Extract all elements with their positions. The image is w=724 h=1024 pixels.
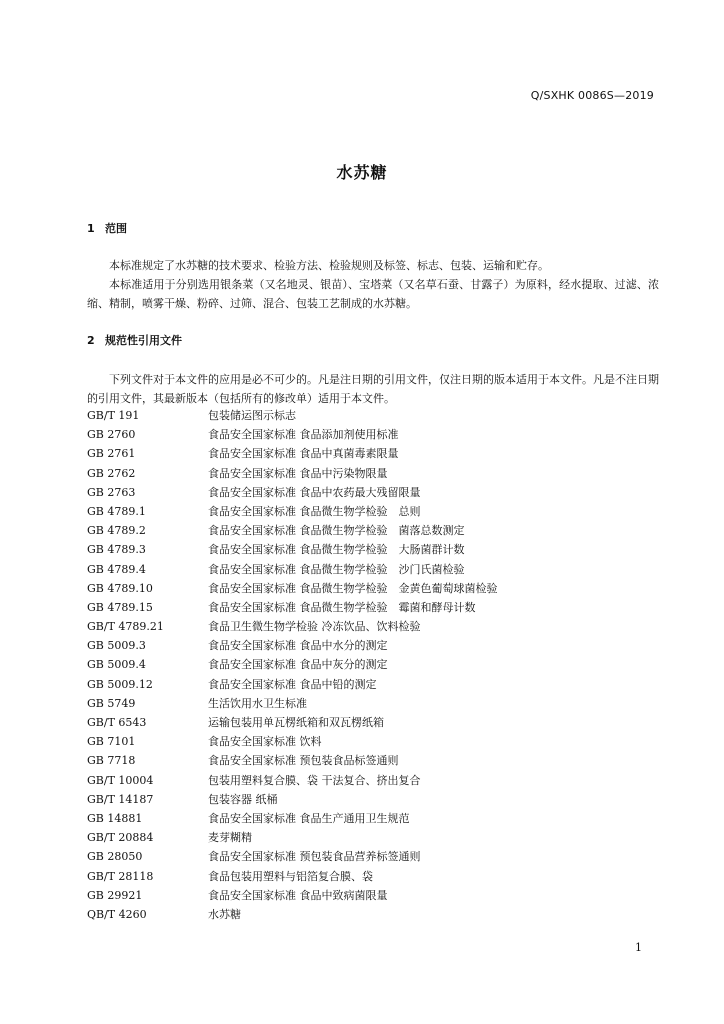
reference-row	[87, 732, 659, 751]
section-title: 范围	[105, 222, 127, 235]
reference-row	[87, 905, 659, 924]
reference-row	[87, 617, 659, 636]
reference-title: 食品安全国家标准 食品中致病菌限量	[208, 888, 388, 902]
reference-row	[87, 502, 659, 521]
reference-title: 食品安全国家标准 预包装食品营养标签通则	[208, 850, 421, 864]
reference-row	[87, 694, 659, 713]
reference-code: GB/T 4789.21	[87, 620, 164, 634]
page-number: 1	[635, 941, 642, 954]
reference-row	[87, 771, 659, 790]
reference-title: 食品安全国家标准 食品微生物学检验 沙门氏菌检验	[208, 562, 465, 576]
reference-row	[87, 598, 659, 617]
reference-row	[87, 406, 659, 425]
reference-row	[87, 713, 659, 732]
section-heading-normative-references	[87, 332, 182, 348]
reference-code: GB 4789.2	[87, 524, 146, 538]
section-number: 2	[87, 334, 95, 347]
reference-code: GB/T 14187	[87, 792, 154, 806]
reference-code: GB 5749	[87, 696, 136, 710]
normative-references-intro	[87, 370, 659, 408]
reference-title: 食品安全国家标准 食品中污染物限量	[208, 466, 388, 480]
reference-code: GB 4789.10	[87, 581, 153, 595]
reference-code: GB 4789.1	[87, 504, 146, 518]
reference-title: 食品安全国家标准 食品微生物学检验 大肠菌群计数	[208, 543, 465, 557]
reference-code: GB 2760	[87, 428, 136, 442]
standard-code: Q/SXHK 0086S—2019	[530, 89, 654, 102]
reference-code: GB 2761	[87, 447, 136, 461]
reference-row	[87, 809, 659, 828]
reference-title: 食品安全国家标准 食品微生物学检验 金黄色葡萄球菌检验	[208, 581, 498, 595]
reference-code: GB 2762	[87, 466, 136, 480]
reference-row	[87, 828, 659, 847]
reference-title: 食品安全国家标准 食品中水分的测定	[208, 639, 388, 653]
reference-code: GB/T 6543	[87, 716, 147, 729]
reference-code: GB/T 28118	[87, 869, 154, 883]
document-title: 水苏糖	[336, 163, 388, 182]
reference-code: GB 5009.12	[87, 677, 153, 691]
reference-title: 食品安全国家标准 预包装食品标签通则	[208, 754, 399, 768]
reference-row	[87, 560, 659, 579]
reference-code: GB 4789.3	[87, 543, 146, 557]
section-heading-scope	[87, 220, 127, 236]
reference-title: 运输包装用单瓦楞纸箱和双瓦楞纸箱	[208, 716, 384, 729]
paragraph: 下列文件对于本文件的应用是必不可少的。凡是注日期的引用文件，仅注日期的版本适用于本文件。凡是不注日期的引用文件，其最新版本（包括所有的修改单）适用于本文件。	[87, 373, 659, 405]
reference-code: GB 28050	[87, 850, 143, 864]
reference-row	[87, 483, 659, 502]
reference-row	[87, 540, 659, 559]
reference-row	[87, 444, 659, 463]
reference-title: 包装容器 纸桶	[208, 792, 278, 806]
reference-title: 食品安全国家标准 食品生产通用卫生规范	[208, 811, 410, 825]
reference-code: GB/T 191	[87, 409, 140, 422]
reference-title: 食品安全国家标准 食品中灰分的测定	[208, 658, 388, 672]
reference-title: 食品安全国家标准 食品微生物学检验 霉菌和酵母计数	[208, 600, 476, 614]
reference-row	[87, 790, 659, 809]
reference-code: GB/T 20884	[87, 831, 154, 845]
paragraph: 本标准规定了水苏糖的技术要求、检验方法、检验规则及标签、标志、包装、运输和贮存。	[109, 259, 549, 272]
reference-title: 水苏糖	[208, 907, 241, 921]
reference-title: 食品安全国家标准 食品微生物学检验 菌落总数测定	[208, 524, 465, 538]
reference-row	[87, 636, 659, 655]
reference-row	[87, 751, 659, 770]
section-number: 1	[87, 222, 95, 235]
reference-code: GB 7101	[87, 735, 136, 749]
reference-row	[87, 675, 659, 694]
reference-code: GB 4789.15	[87, 600, 153, 614]
reference-row	[87, 579, 659, 598]
reference-title: 食品安全国家标准 食品中真菌毒素限量	[208, 447, 399, 461]
reference-title: 食品安全国家标准 食品中铅的测定	[208, 677, 377, 691]
reference-title: 包装用塑料复合膜、袋 干法复合、挤出复合	[208, 773, 421, 787]
reference-code: GB 2763	[87, 485, 136, 499]
reference-title: 食品卫生微生物学检验 冷冻饮品、饮料检验	[208, 620, 421, 634]
reference-code: GB 4789.4	[87, 562, 146, 576]
reference-code: QB/T 4260	[87, 907, 147, 921]
reference-code: GB 5009.3	[87, 639, 146, 653]
paragraph: 本标准适用于分别选用银条菜（又名地灵、银苗）、宝塔菜（又名草石蚕、甘露子）为原料，经水提取、过滤、浓缩、精制，喷雾干燥、粉碎、过筛、混合、包装工艺制成的水苏糖。	[87, 278, 659, 310]
reference-code: GB 14881	[87, 811, 143, 825]
reference-title: 食品安全国家标准 食品添加剂使用标准	[208, 428, 399, 442]
reference-code: GB 5009.4	[87, 658, 146, 672]
scope-text	[87, 256, 659, 313]
reference-row	[87, 425, 659, 444]
reference-row	[87, 464, 659, 483]
reference-title: 食品包装用塑料与铝箔复合膜、袋	[208, 869, 373, 883]
reference-title: 包装储运图示标志	[208, 409, 296, 422]
reference-row	[87, 886, 659, 905]
reference-row	[87, 867, 659, 886]
reference-row	[87, 847, 659, 866]
reference-row	[87, 521, 659, 540]
reference-title: 食品安全国家标准 食品微生物学检验 总则	[208, 504, 421, 518]
reference-code: GB 7718	[87, 754, 136, 768]
reference-code: GB/T 10004	[87, 773, 154, 787]
reference-code: GB 29921	[87, 888, 143, 902]
section-title: 规范性引用文件	[105, 334, 182, 347]
reference-title: 麦芽糊精	[208, 831, 252, 845]
reference-title: 生活饮用水卫生标准	[208, 696, 307, 710]
reference-title: 食品安全国家标准 饮料	[208, 735, 322, 749]
reference-title: 食品安全国家标准 食品中农药最大残留限量	[208, 485, 421, 499]
reference-row	[87, 655, 659, 674]
reference-list	[87, 406, 659, 924]
